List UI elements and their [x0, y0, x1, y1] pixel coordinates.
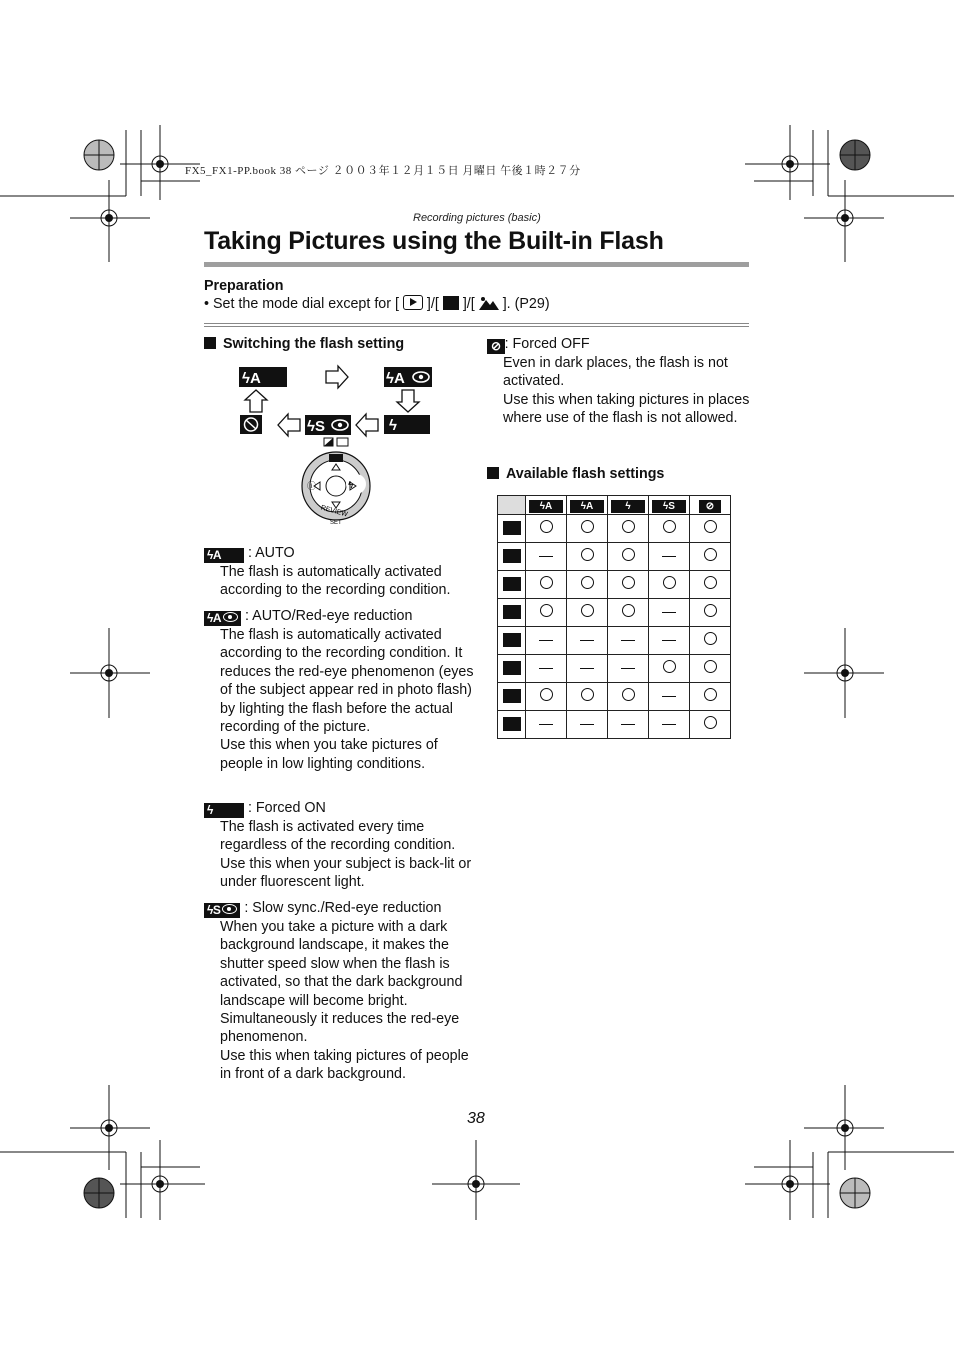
table-cell — [649, 655, 690, 683]
table-cell — [690, 543, 731, 571]
available-mark — [704, 632, 717, 645]
section-square-icon — [204, 337, 216, 349]
table-cell — [649, 571, 690, 599]
svg-text:ϟ: ϟ — [348, 480, 354, 491]
table-cell — [649, 599, 690, 627]
table-cell — [690, 571, 731, 599]
scenery-icon — [503, 633, 521, 647]
unavailable-mark — [662, 724, 676, 725]
mode-slow-sync — [204, 899, 474, 1084]
title-underline — [204, 262, 749, 267]
flash-cycle-diagram — [230, 362, 440, 532]
row-mode-cell — [498, 571, 526, 599]
table-cell — [690, 599, 731, 627]
table-cell — [526, 599, 567, 627]
self-portrait-icon — [503, 689, 521, 703]
unavailable-mark — [580, 668, 594, 669]
mode-forced-off — [487, 335, 752, 428]
table-cell — [567, 711, 608, 739]
preparation-text — [204, 295, 550, 313]
table-cell — [567, 627, 608, 655]
table-cell — [690, 655, 731, 683]
table-cell — [567, 543, 608, 571]
svg-text:ϟS: ϟS — [307, 418, 325, 435]
table-corner — [498, 496, 526, 515]
table-cell — [649, 543, 690, 571]
mode-auto-redeye — [204, 607, 474, 773]
prep-text-a: • Set the mode dial except for [ — [204, 296, 399, 312]
available-mark — [704, 576, 717, 589]
available-mark — [581, 604, 594, 617]
camera-icon — [503, 521, 521, 535]
arrow-up-icon — [245, 390, 267, 412]
available-mark — [581, 576, 594, 589]
available-heading — [487, 465, 664, 483]
available-mark — [540, 576, 553, 589]
dial-set-label: SET — [330, 520, 342, 526]
available-mark — [540, 604, 553, 617]
available-flash-table — [497, 495, 731, 739]
flash-forced-on-icon: ϟ — [611, 500, 645, 513]
mode-auto-label: : AUTO — [247, 545, 295, 561]
arrow-left-icon-2 — [356, 414, 378, 436]
table-cell — [690, 711, 731, 739]
mode-auto-body: The flash is automatically activated according to the recording condition. — [220, 564, 451, 599]
table-cell — [526, 683, 567, 711]
available-mark — [704, 548, 717, 561]
row-mode-cell — [498, 683, 526, 711]
table-cell — [649, 683, 690, 711]
flash-auto-icon: ϟA — [529, 500, 563, 513]
switching-heading — [204, 335, 404, 353]
available-mark — [622, 548, 635, 561]
col-forced-on — [608, 496, 649, 515]
mode-forced-on-body: The flash is activated every time regardless of the recording condition. Use this when your subject is back-lit or under fluorescent light. — [220, 819, 472, 891]
page-number: 38 — [467, 1110, 485, 1127]
preparation-heading: Preparation — [204, 278, 284, 294]
row-mode-cell — [498, 515, 526, 543]
motion-picture-icon — [443, 296, 459, 310]
table-cell — [567, 515, 608, 543]
available-mark — [663, 660, 676, 673]
sports-icon — [503, 605, 521, 619]
available-mark — [663, 520, 676, 533]
table-cell — [567, 683, 608, 711]
mode-auto — [204, 544, 474, 600]
flash-auto-redeye-icon: ϟA — [570, 500, 604, 513]
mode-forced-on-label: : Forced ON — [247, 800, 326, 816]
unavailable-mark — [539, 724, 553, 725]
flash-slow-sync-glyph: ϟS — [207, 903, 221, 917]
available-mark — [581, 688, 594, 701]
svg-text:ϟA: ϟA — [242, 370, 261, 387]
row-mode-cell — [498, 543, 526, 571]
unavailable-mark — [662, 556, 676, 557]
night-portrait-icon — [503, 661, 521, 675]
available-mark — [704, 520, 717, 533]
flash-auto-redeye-icon — [204, 611, 241, 626]
table-cell — [649, 515, 690, 543]
available-mark — [622, 604, 635, 617]
available-mark — [704, 688, 717, 701]
available-mark — [540, 688, 553, 701]
unavailable-mark — [580, 724, 594, 725]
table-cell — [608, 627, 649, 655]
table-cell — [526, 571, 567, 599]
available-mark — [622, 688, 635, 701]
flash-auto-redeye-glyph: ϟA — [207, 611, 222, 625]
table-cell — [690, 627, 731, 655]
col-auto — [526, 496, 567, 515]
table-row — [498, 599, 731, 627]
mode-auto-redeye-body: The flash is automatically activated according to the recording condition. It reduces the red-eye phenomenon (eyes of the subject appear red in photo flash) by lighting the flash before the actual recording of the picture. Use this when you take pictures of people in low lighting conditions. — [220, 627, 474, 772]
prep-sep-2: ]/[ — [462, 296, 475, 312]
exposure-icon — [324, 438, 348, 446]
mode-slow-sync-label: : Slow sync./Red-eye reduction — [244, 900, 442, 916]
unavailable-mark — [662, 612, 676, 613]
available-mark — [581, 548, 594, 561]
flash-off-icon — [240, 415, 262, 434]
available-mark — [704, 660, 717, 673]
unavailable-mark — [662, 640, 676, 641]
table-cell — [649, 627, 690, 655]
available-heading-text: Available flash settings — [506, 466, 665, 482]
table-row — [498, 711, 731, 739]
table-cell — [608, 683, 649, 711]
table-cell — [608, 515, 649, 543]
unavailable-mark — [621, 724, 635, 725]
svg-text:ϟA: ϟA — [386, 370, 405, 387]
row-mode-cell — [498, 599, 526, 627]
table-cell — [526, 655, 567, 683]
row-mode-cell — [498, 711, 526, 739]
table-header-row — [498, 496, 731, 515]
table-cell — [649, 711, 690, 739]
flash-forced-on-icon: ϟ — [204, 803, 244, 818]
table-row — [498, 543, 731, 571]
mode-forced-off-label: : Forced OFF — [504, 336, 590, 352]
unavailable-mark — [539, 668, 553, 669]
prep-sep-1: ]/[ — [426, 296, 439, 312]
unavailable-mark — [621, 640, 635, 641]
table-cell — [690, 683, 731, 711]
table-cell — [690, 515, 731, 543]
macro-icon — [503, 577, 521, 591]
preparation-divider — [204, 323, 749, 327]
table-row — [498, 655, 731, 683]
flash-off-icon: ⊘ — [487, 339, 505, 354]
mode-auto-redeye-label: : AUTO/Red-eye reduction — [245, 608, 413, 624]
unavailable-mark — [621, 668, 635, 669]
table-cell — [567, 599, 608, 627]
motion-picture-icon — [503, 717, 521, 731]
mode-slow-sync-body: When you take a picture with a dark background landscape, it makes the shutter speed slow when the flash is activated, so that the dark background landscape will become bright. Simultaneously it reduces the red-eye phenomenon. Use this when taking pictures of people in front of a dark background. — [220, 919, 469, 1083]
table-cell — [567, 571, 608, 599]
table-row — [498, 683, 731, 711]
dial-review-label: REVIEW — [319, 504, 349, 519]
row-mode-cell — [498, 655, 526, 683]
unavailable-mark — [662, 696, 676, 697]
svg-text:ϟ: ϟ — [389, 417, 397, 434]
switching-heading-text: Switching the flash setting — [223, 336, 405, 352]
available-mark — [540, 520, 553, 533]
flash-slow-sync-icon — [305, 415, 351, 435]
table-cell — [526, 515, 567, 543]
col-forced-off — [690, 496, 731, 515]
table-cell — [608, 655, 649, 683]
playback-icon — [403, 295, 423, 310]
file-info-line: FX5_FX1-PP.book 38 ページ ２００３年１２月１５日 月曜日 午後１時２７分 — [185, 165, 581, 177]
table-cell — [608, 711, 649, 739]
section-label: Recording pictures (basic) — [413, 212, 541, 224]
prep-text-b: ]. (P29) — [502, 296, 550, 312]
table-row — [498, 571, 731, 599]
col-slow-sync — [649, 496, 690, 515]
mode-forced-on — [204, 799, 474, 892]
available-mark — [622, 576, 635, 589]
table-cell — [567, 655, 608, 683]
cursor-dial — [302, 452, 370, 526]
available-mark — [663, 576, 676, 589]
row-mode-cell — [498, 627, 526, 655]
flash-off-icon: ⊘ — [699, 500, 721, 513]
scenery-icon — [479, 295, 499, 310]
table-cell — [526, 543, 567, 571]
flash-slow-sync-icon: ϟS — [652, 500, 686, 513]
unavailable-mark — [580, 640, 594, 641]
svg-text:ⓘ: ⓘ — [307, 481, 317, 491]
mode-forced-off-body: Even in dark places, the flash is not activated. Use this when taking pictures in places where use of the flash is not allowed. — [503, 355, 750, 427]
table-cell — [526, 627, 567, 655]
available-mark — [622, 520, 635, 533]
section-square-icon — [487, 467, 499, 479]
flash-auto-icon: ϟA — [204, 548, 244, 563]
unavailable-mark — [539, 556, 553, 557]
table-row — [498, 627, 731, 655]
arrow-down-icon — [397, 390, 419, 412]
available-mark — [581, 520, 594, 533]
flash-auto-redeye-icon — [384, 367, 432, 387]
table-cell — [526, 711, 567, 739]
unavailable-mark — [539, 640, 553, 641]
table-row — [498, 515, 731, 543]
col-auto-redeye — [567, 496, 608, 515]
table-cell — [608, 571, 649, 599]
arrow-right-icon — [326, 366, 348, 388]
available-mark — [704, 604, 717, 617]
flash-forced-on-icon — [384, 415, 430, 434]
table-cell — [608, 543, 649, 571]
portrait-icon — [503, 549, 521, 563]
arrow-left-icon — [278, 414, 300, 436]
available-mark — [704, 716, 717, 729]
flash-slow-sync-icon — [204, 903, 240, 918]
table-cell — [608, 599, 649, 627]
flash-auto-icon — [239, 367, 287, 387]
page-title: Taking Pictures using the Built-in Flash — [204, 227, 664, 255]
